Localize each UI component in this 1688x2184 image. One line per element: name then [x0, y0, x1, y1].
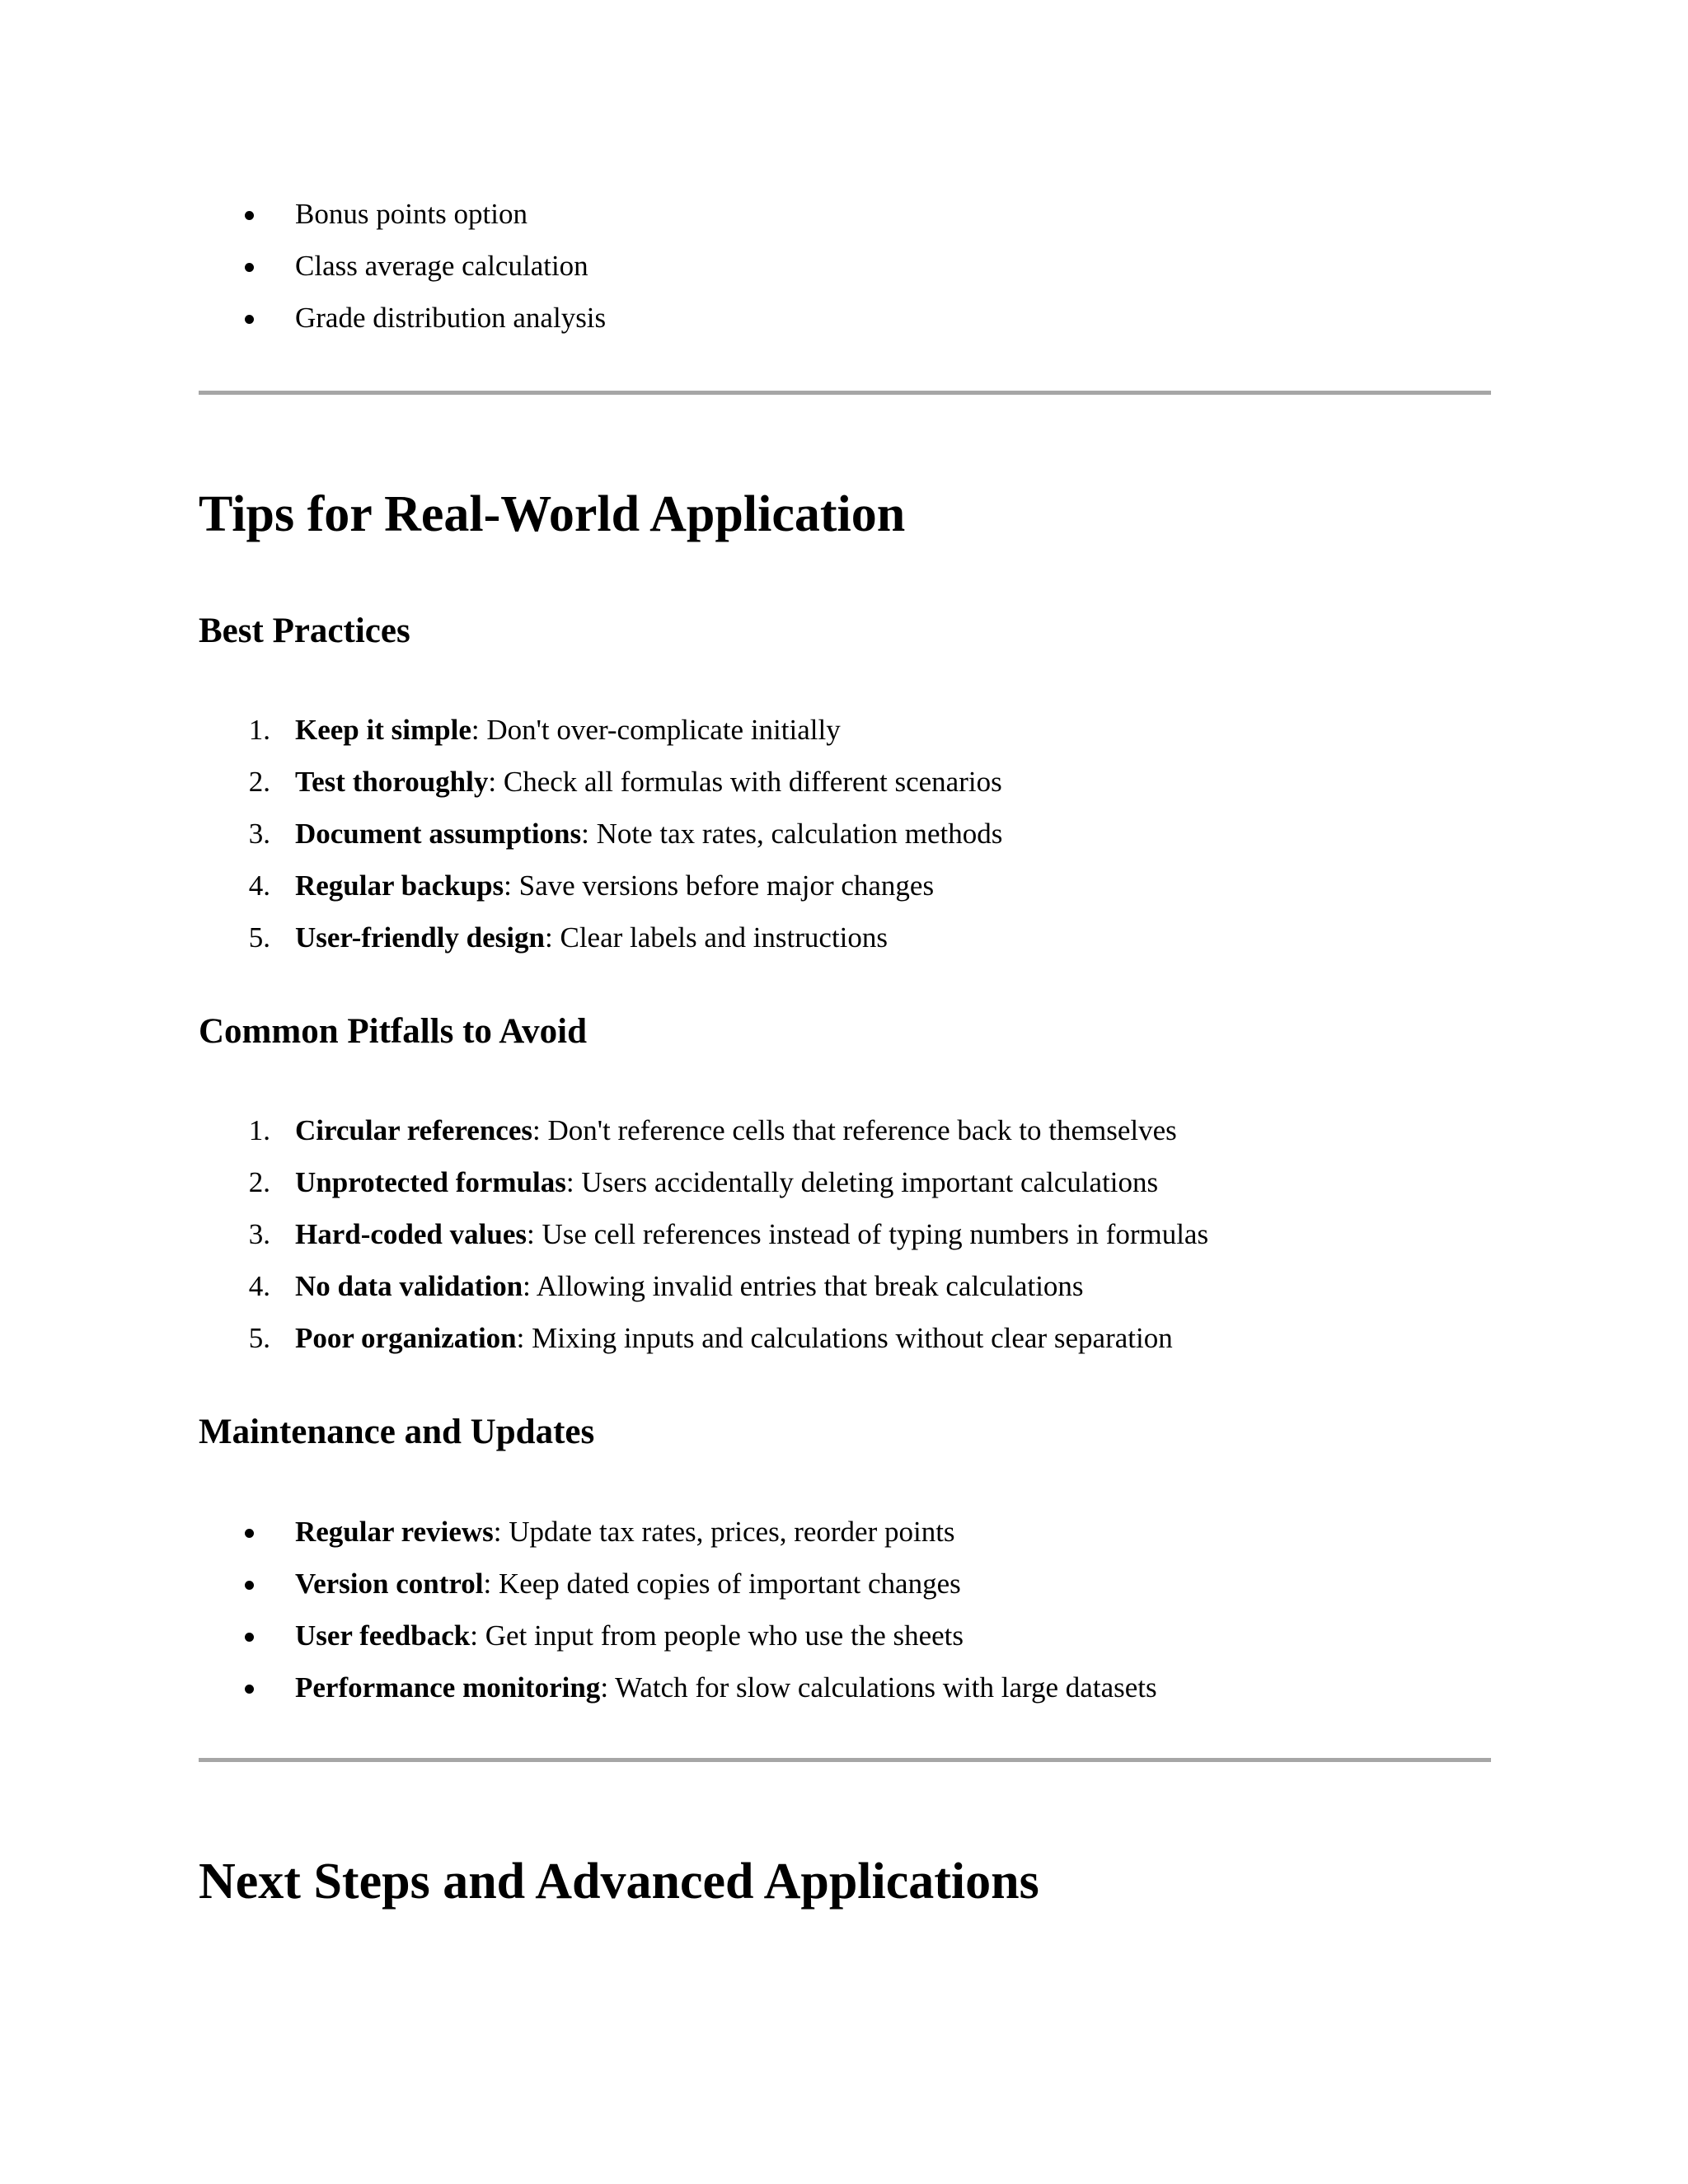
list-item-desc: : Update tax rates, prices, reorder points	[493, 1516, 955, 1548]
bullet-icon	[245, 211, 254, 220]
list-item-text	[295, 1566, 961, 1602]
list-item-text: Class average calculation	[295, 250, 588, 282]
list-item-term: Regular backups	[295, 869, 504, 902]
list-item-term: User feedback	[295, 1619, 471, 1652]
list-number: 2.	[248, 766, 270, 798]
section-title-tips: Tips for Real-World Application	[199, 486, 906, 542]
list-item-term: User-friendly design	[295, 921, 545, 954]
list-item-desc: : Check all formulas with different scenarios	[488, 766, 1002, 798]
bullet-icon	[245, 1529, 254, 1538]
list-item-desc: : Don't reference cells that reference back to themselves	[532, 1114, 1177, 1146]
list-item-text	[295, 1618, 964, 1654]
list-item-text	[295, 868, 934, 904]
list-item-text	[295, 1113, 1177, 1149]
list-item-desc: : Don't over-complicate initially	[471, 714, 841, 746]
horizontal-divider	[199, 1758, 1491, 1762]
list-number: 3.	[248, 818, 270, 850]
list-item-desc: : Keep dated copies of important changes	[483, 1568, 961, 1600]
list-item-term: Performance monitoring	[295, 1671, 601, 1704]
list-number: 1.	[248, 1114, 270, 1146]
section-title-next-steps: Next Steps and Advanced Applications	[199, 1854, 1039, 1910]
list-item-desc: : Clear labels and instructions	[545, 921, 889, 954]
list-item-term: Keep it simple	[295, 714, 471, 746]
list-item-desc: : Get input from people who use the sheets	[470, 1619, 964, 1652]
list-item-term: No data validation	[295, 1270, 523, 1302]
list-item-term: Regular reviews	[295, 1516, 494, 1548]
horizontal-divider	[199, 391, 1491, 395]
list-item-desc: : Allowing invalid entries that break calculations	[523, 1270, 1084, 1302]
list-item-text	[295, 1165, 1158, 1201]
list-item-term: Unprotected formulas	[295, 1166, 566, 1198]
list-number: 3.	[248, 1218, 270, 1250]
list-item-desc: : Mixing inputs and calculations without clear separation	[516, 1322, 1173, 1354]
bullet-icon	[245, 263, 254, 272]
list-item-term: Hard-coded values	[295, 1218, 527, 1250]
list-item-term: Test thoroughly	[295, 766, 489, 798]
list-item-text	[295, 1216, 1208, 1253]
list-item-desc: : Save versions before major changes	[504, 869, 935, 902]
bullet-icon	[245, 1633, 254, 1642]
list-item-term: Circular references	[295, 1114, 532, 1146]
list-number: 1.	[248, 714, 270, 746]
list-item-text	[295, 920, 888, 956]
list-number: 4.	[248, 869, 270, 902]
list-item-desc: : Users accidentally deleting important calculations	[565, 1166, 1159, 1198]
list-item-term: Poor organization	[295, 1322, 517, 1354]
heading-maintenance: Maintenance and Updates	[199, 1413, 595, 1451]
heading-common-pitfalls: Common Pitfalls to Avoid	[199, 1012, 588, 1051]
list-item-text	[295, 1320, 1173, 1357]
list-item-text	[295, 764, 1002, 800]
list-item-text: Grade distribution analysis	[295, 302, 607, 334]
heading-best-practices: Best Practices	[199, 612, 410, 650]
list-number: 4.	[248, 1270, 270, 1302]
bullet-icon	[245, 1581, 254, 1590]
list-item-term: Document assumptions	[295, 818, 582, 850]
list-item-term: Version control	[295, 1568, 484, 1600]
list-item-text	[295, 1514, 955, 1550]
list-item-desc: : Watch for slow calculations with large datasets	[600, 1671, 1157, 1704]
list-item-text	[295, 1268, 1084, 1305]
list-item-text: Bonus points option	[295, 198, 528, 230]
list-item-text	[295, 816, 1002, 852]
bullet-icon	[245, 1685, 254, 1694]
list-item-desc: : Note tax rates, calculation methods	[581, 818, 1003, 850]
list-item-desc: : Use cell references instead of typing numbers in formulas	[526, 1218, 1209, 1250]
list-number: 5.	[248, 1322, 270, 1354]
list-item-text	[295, 1670, 1157, 1706]
bullet-icon	[245, 315, 254, 324]
list-number: 5.	[248, 921, 270, 954]
list-number: 2.	[248, 1166, 270, 1198]
list-item-text	[295, 712, 841, 748]
